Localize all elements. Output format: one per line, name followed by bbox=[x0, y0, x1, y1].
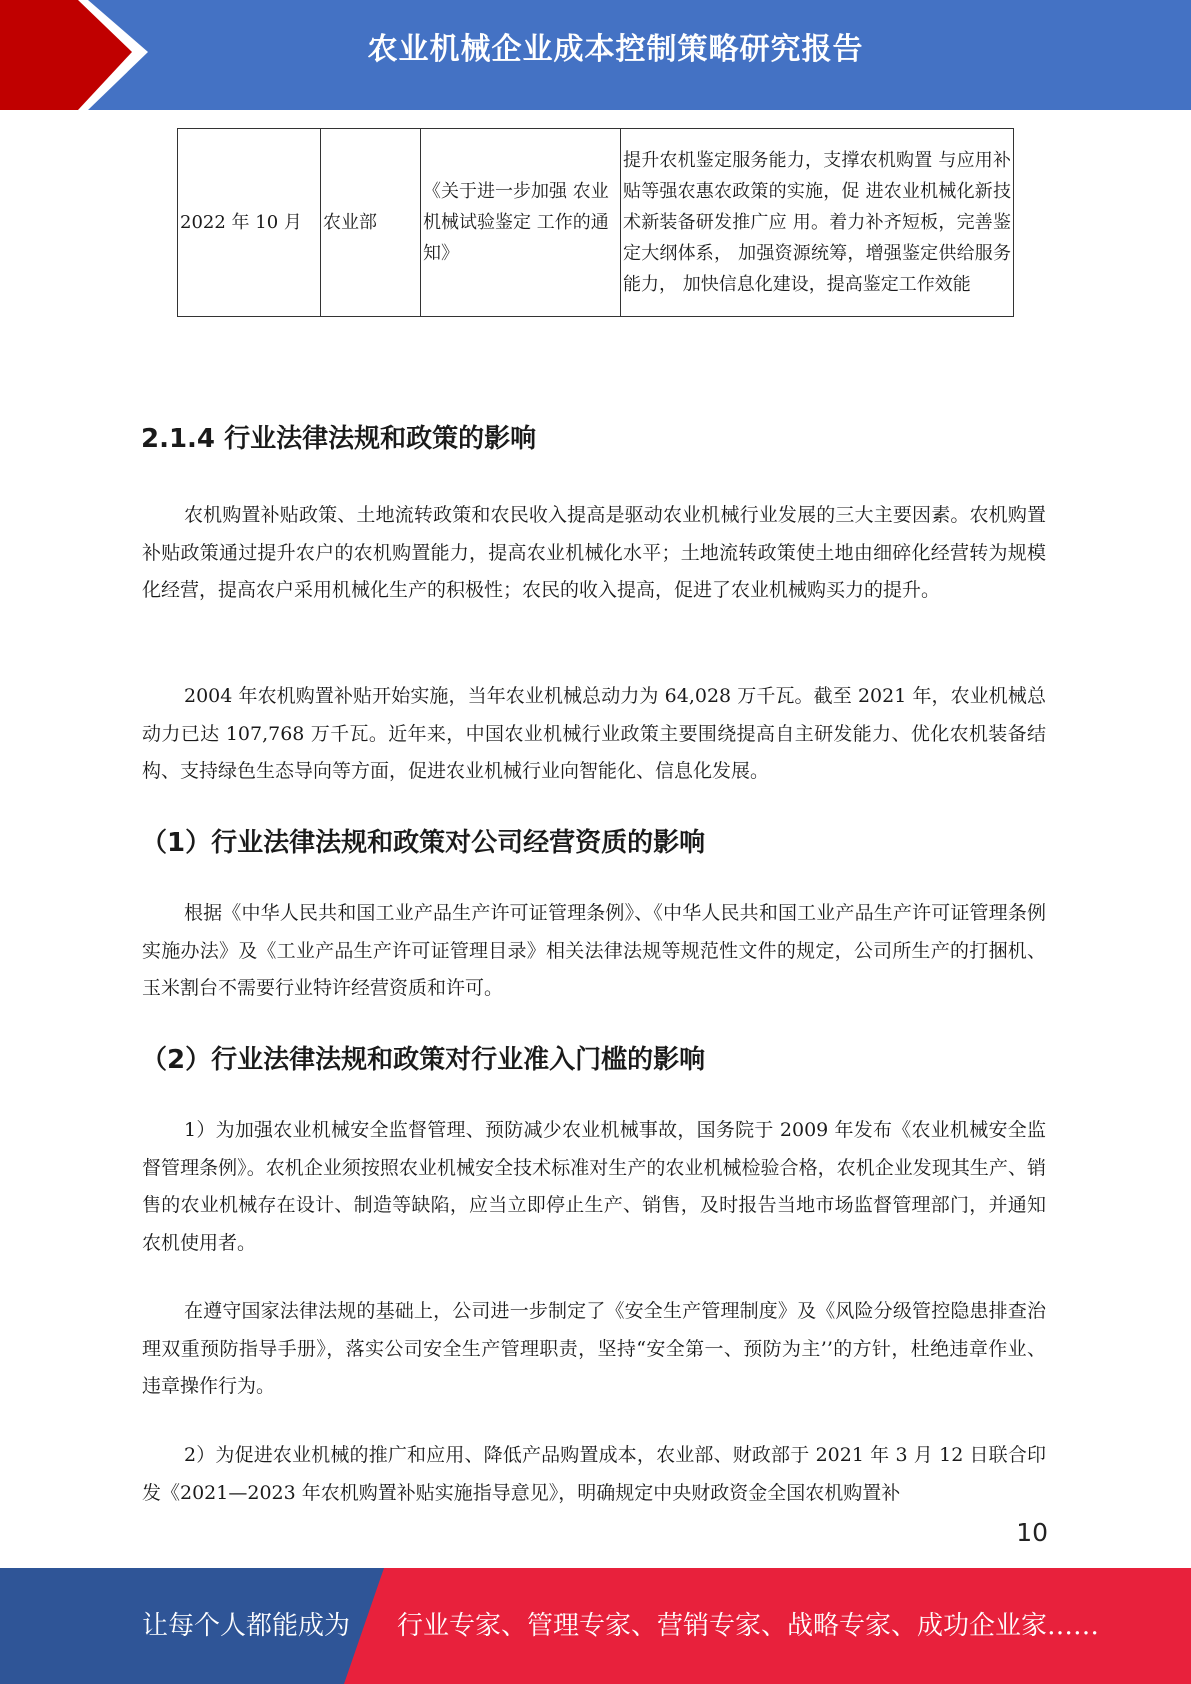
table-row bbox=[178, 129, 1014, 317]
subsection-heading-1: （1）行业法律法规和政策对公司经营资质的影响 bbox=[141, 828, 706, 858]
paragraph-1: 农机购置补贴政策、土地流转政策和农民收入提高是驱动农业机械行业发展的三大主要因素。农机购置补贴政策通过提升农户的农机购置能力，提高农业机械化水平；土地流转政策使土地由细碎化经营转为规模化经营，提高农户采用机械化生产的积极性；农民的收入提高，促进了农业机械购买力的提升。 bbox=[142, 504, 1046, 601]
subsection-heading-2: （2）行业法律法规和政策对行业准入门槛的影响 bbox=[141, 1045, 706, 1075]
paragraph-3: 根据《中华人民共和国工业产品生产许可证管理条例》、《中华人民共和国工业产品生产许可证管理条例实施办法》及《工业产品生产许可证管理目录》相关法律法规等规范性文件的规定，公司所生产的打捆机、玉米割台不需要行业特许经营资质和许可。 bbox=[142, 902, 1046, 999]
cell-date: 2022 年 10 月 bbox=[178, 129, 321, 317]
footer-slogan-right: 行业专家、管理专家、营销专家、战略专家、成功企业家…… bbox=[397, 1611, 1100, 1641]
section-heading: 2.1.4 行业法律法规和政策的影响 bbox=[141, 424, 537, 454]
footer-slogan-left: 让每个人都能成为 bbox=[142, 1611, 351, 1641]
page-header bbox=[0, 0, 1191, 110]
paragraph-6: 2）为促进农业机械的推广和应用、降低产品购置成本，农业部、财政部于 2021 年 3 月 12 日联合印发《2021—2023 年农机购置补贴实施指导意见》，明确规定中央财政资金全国农机购置补 bbox=[142, 1444, 1046, 1504]
page-number: 10 bbox=[1016, 1518, 1048, 1547]
page-footer bbox=[0, 1568, 1191, 1684]
paragraph-4: 1）为加强农业机械安全监督管理、预防减少农业机械事故，国务院于 2009 年发布《农业机械安全监督管理条例》。农机企业须按照农业机械安全技术标准对生产的农业机械检验合格，农机企业发现其生产、销售的农业机械存在设计、制造等缺陷，应当立即停止生产、销售，及时报告当地市场监督管理部门，并通知农机使用者。 bbox=[142, 1119, 1046, 1254]
cell-content: 提升农机鉴定服务能力，支撑农机购置 与应用补贴等强农惠农政策的实施，促 进农业机械化新技术新装备研发推广应 用。着力补齐短板，完善鉴定大纲体系， 加强资源统筹，增强鉴定供给服务能力， 加快信息化建设，提高鉴定工作效能 bbox=[621, 129, 1014, 317]
policy-table bbox=[177, 128, 1014, 317]
paragraph-2: 2004 年农机购置补贴开始实施，当年农业机械总动力为 64,028 万千瓦。截至 2021 年，农业机械总动力已达 107,768 万千瓦。近年来，中国农业机械行业政策主要围绕提高自主研发能力、优化农机装备结构、支持绿色生态导向等方面，促进农业机械行业向智能化、信息化发展。 bbox=[142, 685, 1046, 782]
cell-document: 《关于进一步加强 农业机械试验鉴定 工作的通知》 bbox=[421, 129, 621, 317]
cell-department: 农业部 bbox=[321, 129, 421, 317]
report-title: 农业机械企业成本控制策略研究报告 bbox=[367, 32, 864, 67]
paragraph-5: 在遵守国家法律法规的基础上，公司进一步制定了《安全生产管理制度》及《风险分级管控隐患排查治理双重预防指导手册》，落实公司安全生产管理职责，坚持“安全第一、预防为主’’的方针，杜绝违章作业、违章操作行为。 bbox=[142, 1300, 1046, 1397]
